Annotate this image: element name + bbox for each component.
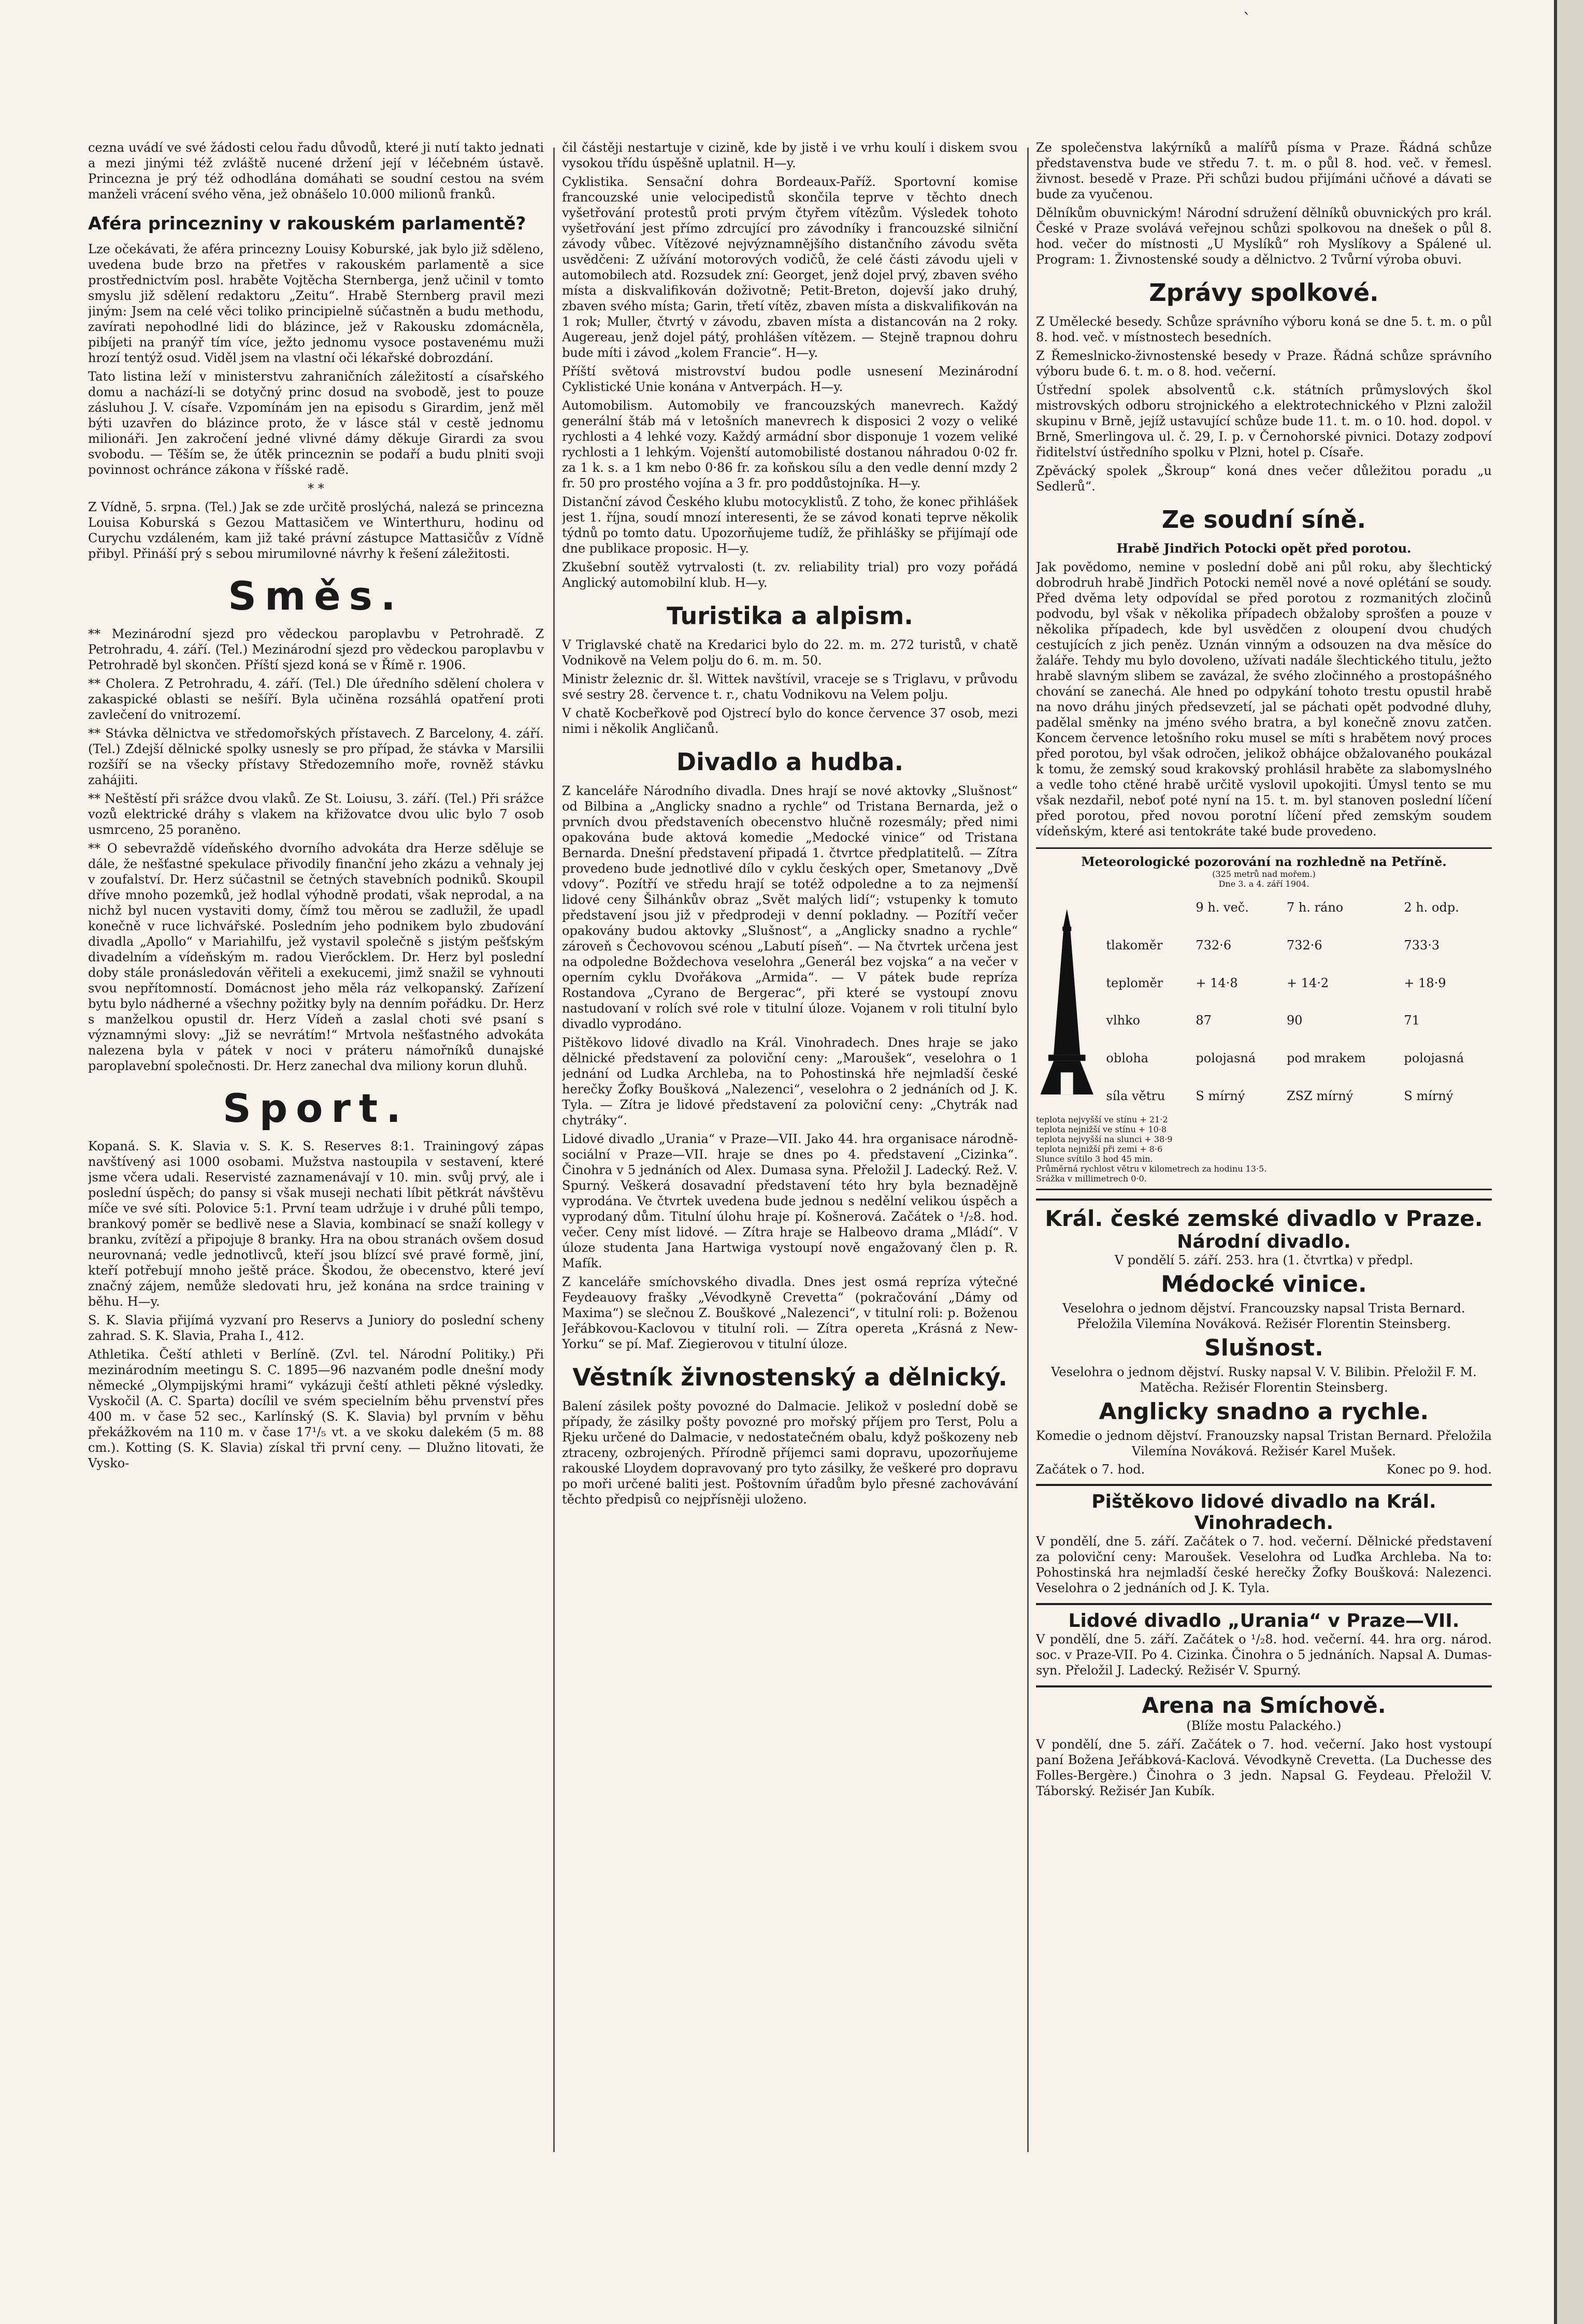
paragraph: Lze očekávati, že aféra princezny Louisy Koburské, jak bylo již sděleno, uvedena bude brzo na přetřes v rakouském parlamentě a sice prostřednictvím posl. hraběte Vojtěcha Sternberga, jenž učinil v tomto smyslu již sdělení redaktoru „Zeitu“. Hrabě Sternberg pravil mezi jiným: Jsem na celé věci toliko principielně súčastněn a budu methodu, zavírati nepohodlné lidi do blázince, jež v Rakousku zdomácněla, pibíjeti na pranýř tím více, ježto jednomu vysoce postavenému muži hrozí tentýž osud. Viděl jsem na vlastní oči lékařské dobrozdání. <box>88 242 544 365</box>
paragraph: S. K. Slavia přijímá vyzvaní pro Reservs a Juniory do poslední scheny zahrad. S. K. Slavia, Praha I., 412. <box>88 1313 544 1343</box>
paragraph: Dělníkům obuvnickým! Národní sdružení dělníků obuvnických pro král. České v Praze svolává veřejnou schůzi spolkovou na dnešek o půl 8. hod. večer do místnosti „U Myslíků“ roh Myslíkovy a Spálené ul. Program: 1. Živnostenské soudy a dělnictvo. 2 Tvůrní výroba obuvi. <box>1036 206 1492 267</box>
weather-value: ZSZ mírný <box>1286 1088 1353 1103</box>
weather-value: 732·6 <box>1286 937 1322 952</box>
weather-value: pod mrakem <box>1286 1050 1366 1065</box>
heading-divadlo: Divadlo a hudba. <box>676 748 904 776</box>
theatre-title: Král. české zemské divadlo v Praze. <box>1045 1206 1483 1231</box>
weather-value: 90 <box>1286 1013 1303 1028</box>
paragraph: Z kanceláře Národního divadla. Dnes hrají se nové aktovky „Slušnost“ od Bilbina a „Anglicky snadno a rychle“ od Tristana Bernarda, jež o prvních dvou představeních obecenstvo hlučně rozesmály; před nimi opakována bude aktová komedie „Medocké vinice“ od Tristana Bernarda. Dnešní představení připadá 1. čtvrtce předplatitelů. — Zítra provedeno bude jednotlivé dílo v cyklu českých oper, Smetanovy „Dvě vdovy“. Pozítří ve středu hrají se totéž odpoledne a to za nejmenší lidové ceny Šilhánkův obraz „Svět malých lidí“; vstupenky k tomuto představení jsou již v předprodeji v denní pokladny. — Pozítří večer opakovány budou aktovky „Slušnost“, a „Anglicky snadno a rychle“ zároveň s Čechovovou scénou „Labutí píseň“. — Na čtvrtek určena jest na odpoledne Boždechova veselohra „Generál bez vojska“ a na večer v operním cyklu Dvořákova „Armida“. — V pátek bude repríza Rostandova „Cyrano de Bergerac“, při které se vystoupí znovu nastudovaní v rolích své role v titulní úloze. Vojanem v roli titulní bylo divadlo vyprodáno. <box>562 784 1018 1031</box>
paragraph: Ministr železnic dr. šl. Wittek navštívil, vraceje se s Triglavu, v průvodu své sestry 28. července t. r., chatu Vodnikovu na Velem polju. <box>562 672 1018 702</box>
page-edge-line <box>1554 0 1557 2324</box>
paragraph: ** O sebevraždě vídeňského dvorního advokáta dra Herze sděluje se dále, že nešťastné spekulace přivodily finanční jeho zkázu a vehnaly jej v zoufalství. Dr. Herz súčastnil se četných stavebních podniků. Skoupil dříve mnoho pozemků, jež hodlal výhodně prodati, však neprodal, a na nichž byl nucen vystaviti domy, čímž tou měrou se zadlužil, že upadl konečně v ruce lichvářské. Posledním jeho podnikem bylo zbudování divadla „Apollo“ v Mariahilfu, jež vystavil společně s jistým pešťským divadelním a vídeňským m. radou Vierőcklem. Dr. Herz byl poslední doby stále pronásledován věřiteli a exekucemi, jimž snažil se vyhnouti svou nepřítomností. Domácnost jeho měla ráz velkopanský. Zařízení bytu bylo nádherné a všechny požitky byly na denním pořádku. Dr. Herz s manželkou opustil dr. Herz Vídeň a zaslal choti své psaní s významnými slovy: „Již se nevrátím!“ Mrtvola nešťastného advokáta nalezena byla v pátek v noci v práteru námořníků dunajské paroplavební společnosti. Dr. Herz zanechal dva miliony korun dluhů. <box>88 841 544 1073</box>
weather-value: polojasná <box>1404 1050 1464 1065</box>
weather-extra: Srážka v millimetrech 0·0. <box>1036 1174 1147 1183</box>
paragraph: Cyklistika. Sensační dohra Bordeaux-Paříž. Sportovní komise francouzské unie velocipedistů skončila teprve v těchto dnech vyšetřování protestů proti prvým čtyřem vítězům. Výsledek tohoto vyšetřování jest přímo zdrcující pro závodníky i francouzské silniční závody vůbec. Vítězové nejvýznamnějšího distančního závodu světa usvědčeni: Z užívání motorových vodičů, že celé části závodu ujeli v automobilech atd. Rozsudek zní: Georget, jenž dojel prvý, zbaven svého místa a diskvalifikován doživotně; Petit-Breton, dojevší jako druhý, zbaven svého místa; Garin, třetí vítěz, zbaven místa a diskvalifikován na 1 rok; Muller, čtvrtý v závodu, zbaven místa a distancován na 2 roky. Augereau, jenž dojel pátý, prohlášen vítězem. — Stejně trapnou dohru bude míti i závod „kolem Francie“. H—y. <box>562 175 1018 360</box>
heading-vestnik: Věstník živnostenský a dělnický. <box>572 1363 1007 1391</box>
paragraph: V Triglavské chatě na Kredarici bylo do 22. m. m. 272 turistů, v chatě Vodnikově na Velem polju do 6. m. m. 50. <box>562 638 1018 668</box>
play-desc: Veselohra o jednom dějství. Francouzsky napsal Trista Bernard. Přeložila Vilemína Nováková. Režisér Florentin Steinsberg. <box>1062 1301 1465 1331</box>
paragraph: Lidové divadlo „Urania“ v Praze—VII. Jako 44. hra organisace národně-sociální v Praze—VII. hraje se dnes po 4. představení „Cizinka“. Činohra v 5 jednáních od Alex. Dumasa syna. Přeložil J. Ladecký. Rež. V. Spurný. Veškerá dosavadní představení této hry byla beznadějně vyprodána. Ve čtvrtek uvedena bude jednou s nedělní velikou úspěch a vyprodaný dům. Titulní úlohu hraje pí. Košnerová. Začátek o ¹/₂8. hod. večer. Ceny míst lidové. — Zítra hraje se Halbeovo drama „Mládí“. V úloze studenta Jana Hartwiga vystoupí nově engažovaný člen p. R. Mafík. <box>562 1132 1018 1271</box>
heading-afera: Aféra princezniny v rakouském parlamentě? <box>88 213 526 234</box>
paragraph: Distanční závod Českého klubu motocyklistů. Z toho, že konec přihlášek jest 1. října, soudí mnozí interesenti, že se závod konati teprve několik týdnů po tomto datu. Upozorňujeme tudíž, že přihlášky se přijímají ode dne publikace proposic. H—y. <box>562 495 1018 556</box>
paragraph: ** Stávka dělnictva ve středomořských přístavech. Z Barcelony, 4. září. (Tel.) Zdejší dělnické spolky usnesly se pro případ, že stávka v Marsilii rozšíří se na všecky přístavy Středozemního moře, rovněž stávku zahájiti. <box>88 726 544 787</box>
weather-extra: teplota nejvyšší na slunci + 38·9 <box>1036 1134 1173 1144</box>
weather-title: Meteorologické pozorování na rozhledně na Petříně. <box>1081 854 1447 869</box>
arena-text: V pondělí, dne 5. září. Začátek o 7. hod. večerní. Jako host vystoupí paní Božena Jeřábková-Kaclová. Vévodkyně Crevetta. (La Duchesse des Folles-Bergère.) Činohra o 3 jedn. Napsal G. Feydeau. Přeložil V. Táborský. Režisér Jan Kubík. <box>1036 1737 1492 1798</box>
column-2 <box>562 140 1018 2158</box>
weather-extra: teplota nejnižší ve stínu + 10·8 <box>1036 1124 1167 1134</box>
column-1 <box>88 140 544 2158</box>
weather-extra: teplota nejvyšší ve stínu + 21·2 <box>1036 1115 1168 1124</box>
theatre-listing <box>1036 1199 1492 1477</box>
top-mark: ` <box>1243 10 1251 28</box>
weather-table <box>1103 889 1492 1115</box>
theatre-end: Konec po 9. hod. <box>1386 1462 1492 1477</box>
paragraph: ** Neštěstí při srážce dvou vlaků. Ze St. Loiusu, 3. září. (Tel.) Při srážce vozů elektrické dráhy s vlakem na křižovatce dvou ulic bylo 7 osob usmrceno, 25 poraněno. <box>88 791 544 837</box>
weather-value: S mírný <box>1404 1088 1453 1103</box>
paragraph: Kopaná. S. K. Slavia v. S. K. S. Reserves 8:1. Trainingový zápas navštívený asi 1000 osobami. Mužstva nastoupila v sestavení, které jsme včera udali. Reservisté zaznamenávají v 10. min. svůj prvý, ale i poslední úspěch; do pansy si však museji nechati líbit pětkrát návštěvu míče ve své síti. Polovice 5:1. První team udržuje i v druhé půli tempo, brankový poměr se bedlivě nese a Slavia, kombinací se snaží kollegy v branku, zvítězí a připojuje 8 branky. Hra na obou stranách ovšem dosud neurovnaná; vedle jednotlivců, kteří jsou blízcí své pravé formě, jiní, kteří potřebují mnoho ještě práce. Škodou, že obecenstvo, které jeví značný zájem, nemůže sledovati hru, jež konána na srdce training v běhu. H—y. <box>88 1139 544 1309</box>
weather-label: tlakoměr <box>1106 937 1163 952</box>
arena-subtitle: (Blíže mostu Palackého.) <box>1186 1719 1342 1733</box>
pistek-title: Pištěkovo lidové divadlo na Král. Vinohradech. <box>1091 1491 1436 1534</box>
theatre-subtitle: Národní divadlo. <box>1177 1231 1351 1252</box>
paragraph: Tato listina leží v ministerstvu zahraničních záležitostí a císařského domu a nachází-li se dotyčný princ dosud na svobodě, jest to pouze zásluhou J. V. císaře. Vzpomínám jen na episodu s Girardim, jenž měl býti uzavřen do blázince proto, že v lásce stál v cestě jednomu milionáři. Jen zakročení jedné vlivné dámy děkuje Girardi za svou svobodu. — Těším se, že útěk princeznin se podaří a budu plniti svoji povinnost ochránce zákona v říšské radě. <box>88 369 544 477</box>
pistek-text: V pondělí, dne 5. září. Začátek o 7. hod. večerní. Dělnické představení za poloviční ceny: Maroušek. Veselohra od Luďka Archleba. Na to: Pohostinská hra nejmladší české herečky Žofky Boušková: Nalezenci. Veselohra o 2 jednáních od J. K. Tyla. <box>1036 1534 1492 1595</box>
page-edge <box>1557 0 1584 2324</box>
weather-hour: 7 h. ráno <box>1286 900 1344 915</box>
urania-text: V pondělí, dne 5. září. Začátek o ¹/₂8. hod. večerní. 44. hra org. národ. soc. v Praze-VII. Po 4. Cizinka. Činohra o 5 jednáních. Napsal A. Dumas-syn. Přeložil J. Ladecký. Režisér V. Spurný. <box>1036 1632 1492 1678</box>
weather-value: 733·3 <box>1404 937 1440 952</box>
play-desc: Veselohra o jednom dějství. Rusky napsal V. V. Bilibin. Přeložil F. M. Matěcha. Režisér Florentin Steinsberg. <box>1051 1365 1477 1395</box>
weather-label: teploměr <box>1106 975 1163 990</box>
heading-turistika: Turistika a alpism. <box>667 602 913 630</box>
weather-value: 71 <box>1404 1013 1420 1028</box>
weather-subtitle: (325 metrů nad mořem.) <box>1212 869 1316 879</box>
weather-extra: Průměrná rychlost větru v kilometrech za hodinu 13·5. <box>1036 1164 1267 1174</box>
weather-label: vlhko <box>1106 1013 1141 1028</box>
weather-label: síla větru <box>1106 1088 1165 1103</box>
weather-value: 87 <box>1196 1013 1212 1028</box>
arena-title: Arena na Smíchově. <box>1142 1693 1386 1718</box>
petrin-tower-icon <box>1036 893 1098 1110</box>
urania-listing <box>1036 1603 1492 1678</box>
paragraph: Ústřední spolek absolventů c.k. státních průmyslových škol mistrovských odboru strojnického a elektrotechnického v Plzni založil skupinu v Brně, jejíž ustavující schůze bude 11. t. m. o 10. hod. dopol. v Brně, Smerlingova ul. č. 29, I. p. v Černohorské pivnici. Dotazy zodpoví řiditelství ústředního spolku v Plzni, hotel p. Císaře. <box>1036 383 1492 459</box>
paragraph: Z Vídně, 5. srpna. (Tel.) Jak se zde určitě proslýchá, nalezá se princezna Louisa Koburská s Gezou Mattasičem ve Winterthuru, hodinu od Curychu vzdáleném, kam již také právní zástupce Mattasičův z Vídně přibyl. Přináší prý s sebou mirumilovné návrhy k řešení záležitosti. <box>88 500 544 561</box>
weather-value: S mírný <box>1196 1088 1245 1103</box>
weather-value: + 18·9 <box>1404 975 1446 990</box>
heading-zpravy: Zprávy spolkové. <box>1149 279 1379 307</box>
weather-value: + 14·8 <box>1196 975 1238 990</box>
weather-date: Dne 3. a 4. září 1904. <box>1218 879 1309 889</box>
paragraph: V chatě Kocbeřkově pod Ojstrecí bylo do konce července 37 osob, mezi nimi i několik Angličanů. <box>562 706 1018 736</box>
paragraph: Z Řemeslnicko-živnostenské besedy v Praze. Řádná schůze správního výboru bude 6. t. m. o 8. hod. večerní. <box>1036 349 1492 379</box>
column-rule-2 <box>1027 148 1029 2152</box>
weather-label: obloha <box>1106 1050 1149 1065</box>
play-desc: Komedie o jednom dějství. Franouzsky napsal Tristan Bernard. Přeložila Vilemína Nováková. Režisér Karel Mušek. <box>1036 1428 1492 1459</box>
urania-title: Lidové divadlo „Urania“ v Praze—VII. <box>1068 1610 1460 1632</box>
column-3 <box>1036 140 1492 2158</box>
subheading-hrabe: Hrabě Jindřich Potocki opět před porotou. <box>1116 541 1412 556</box>
weather-hour: 9 h. več. <box>1196 900 1249 915</box>
arena-listing <box>1036 1685 1492 1799</box>
weather-report <box>1036 847 1492 1190</box>
paragraph: Zpěvácký spolek „Škroup“ koná dnes večer důležitou poradu „u Sedlerů“. <box>1036 464 1492 494</box>
weather-value: 732·6 <box>1196 937 1232 952</box>
paragraph: Athletika. Čeští athleti v Berlíně. (Zvl. tel. Národní Politiky.) Při mezinárodním meetingu S. C. 1895—96 nazvaném podle dnešní mody německé „Olympijskými hrami“ vykázuji čeští athleti pěkné výsledky. Vyskočil (A. C. Sparta) docílil ve svém specielním běhu prvenství přes 400 m. v čase 52 sec., Karlínský (S. K. Slavia) byl prvním v běhu překážkovém na 110 m. v čase 17¹/₅ vt. a ve skoku dalekém (5 m. 88 cm.). Kotting (S. K. Slavia) získal tři první ceny. — Dlužno litovati, že Vysko- <box>88 1347 544 1470</box>
theatre-start: Začátek o 7. hod. <box>1036 1462 1145 1477</box>
weather-hour: 2 h. odp. <box>1404 900 1459 915</box>
paragraph: Z Umělecké besedy. Schůze správního výboru koná se dne 5. t. m. o půl 8. hod. več. v místnostech besedních. <box>1036 314 1492 344</box>
paragraph: Ze společenstva lakýrníků a malířů písma v Praze. Řádná schůze představenstva bude ve středu 7. t. m. o půl 8. hod. več. v řemesl. živnost. besedě v Praze. Při schůzi budou přijímáni učňové a dávati se bude za vyučenou. <box>1036 140 1492 201</box>
paragraph: ** Mezinárodní sjezd pro vědeckou paroplavbu v Petrohradě. Z Petrohradu, 4. září. (Tel.) Mezinárodní sjezd pro vědeckou paroplavbu v Petrohradě byl skončen. Příští sjezd koná se v Římě r. 1906. <box>88 627 544 672</box>
heading-soud: Ze soudní síně. <box>1161 506 1366 533</box>
paragraph: Jak povědomo, nemine v poslední době ani půl roku, aby šlechtický dobrodruh hrabě Jindřich Potocki neměl nové a nové oplétání se soudy. Před dvěma lety odpovídal se před porotou z rozmanitých zločinů podvodu, byl však v několika případech obžaloby sprošťen a pouze v několika případech, kde byl usvědčen z oloupení dvou chudých cestujících z jich peněz. Uznán vinným a odsouzen na dva měsíce do žaláře. Tehdy mu bylo dovoleno, užívati nadále šlechtického titulu, ježto hrabě slavným slibem se zavázal, že svého zločinného a prostopášného chování se zanechá. Ale hned po odpykání tohoto trestu opustil hrabě na novo dráhu jiných předsevzetí, jal se páchati opět podvodné dluhy, padělal směnky na jméno svého bratra, a byl konečně znovu zatčen. Koncem července letošního roku musel se míti s hrabětem nový proces před porotou, byl však odročen, jelikož obhájce obžalovaného poukázal k tomu, že zemský soud krakovský prohlásil hraběte za slabomyslného a vedle toho ctěné hrabě určitě vyslovil upokojiti. Úmysl tento se mu však nezdařil, neboť poté nyní na 15. t. m. byl stanoven poslední líčení před porotou, před novou porotní líčení před zemským soudem vídeňským, které asi tentokráte také bude provedeno. <box>1036 560 1492 839</box>
heading-smes: Směs. <box>228 573 404 619</box>
paragraph: čil částěji nestartuje v cizině, kde by jistě i ve vrhu koulí i diskem svou vysokou třídu úspěšně uplatnil. H—y. <box>562 140 1018 170</box>
paragraph: Příští světová mistrovství budou podle usnesení Mezinárodní Cyklistické Unie konána v Antverpách. H—y. <box>562 364 1018 394</box>
paragraph: Z kanceláře smíchovského divadla. Dnes jest osmá repríza výtečné Feydeauovy frašky „Vévodkyně Crevetta“ (pokračování „Dámy od Maxima“) se slečnou Z. Bouškové „Nalezenci“, v titulní roli: p. Boženou Jeřábkovou-Kaclovou v titulní roli. — Zítra opereta „Krásná z New-Yorku“ se pí. Maf. Ziegierovou v titulní úloze. <box>562 1275 1018 1351</box>
heading-sport: Sport. <box>222 1085 410 1131</box>
weather-value: polojasná <box>1196 1050 1256 1065</box>
paragraph: Automobilism. Automobily ve francouzských manevrech. Každý generální štáb má v letošních manevrech k disposici 2 vozy o veliké rychlosti a 4 lehké vozy. Každý armádní sbor disponuje 1 vozem veliké rychlosti a 1 lehkým. Vojenští automobilisté dostanou náhradou 0·02 fr. za 1 k. s. a 1 km nebo 0·86 fr. za koňskou sílu a den vedle denní mzdy 2 fr. 50 pro prostého vojína a 3 fr. pro poddůstojníka. H—y. <box>562 398 1018 490</box>
paragraph: ** Cholera. Z Petrohradu, 4. září. (Tel.) Dle úředního sdělení cholera v zakaspické oblasti se nešíří. Byla učiněna rozsáhlá opatření proti zavlečení do vnitrozemí. <box>88 676 544 722</box>
weather-extra: teplota nejnižší při zemi + 8·6 <box>1036 1144 1163 1154</box>
play-title: Médocké vinice. <box>1161 1271 1367 1297</box>
paragraph: Balení zásilek pošty povozné do Dalmacie. Jelikož v poslední době se případy, že zásilky pošty povozné pro mořský příjem pro Terst, Polu a Rjeku určené do Dalmacie, v nedostatečném obalu, když poškozeny neb ztraceny, ozbrojených. Přírodně příjemci sami dopravu, upozorňujeme rakouské Lloydem dopravovaný pro tyto zásilky, že veškeré pro dopravu po moři určené baliti jest. Poštovním úřadům bylo přesné zachovávání těchto předpisů co nejpřísněji uloženo. <box>562 1399 1018 1507</box>
stars: * * <box>308 481 324 496</box>
paragraph: Pištěkovo lidové divadlo na Král. Vinohradech. Dnes hraje se jako dělnické představení za poloviční ceny: „Maroušek“, veselohra o 1 jednání od Ludka Archleba, na to Pohostinská hře nejmladší české herečky Žofky Boušková „Nalezenci“, veselohra o 2 jednáních od J. K. Tyla. — Zítra je lidové představení za poloviční ceny: „Chytrák nad chytráky“. <box>562 1035 1018 1128</box>
theatre-times <box>1036 1462 1492 1477</box>
column-rule-1 <box>553 148 555 2152</box>
weather-value: + 14·2 <box>1286 975 1329 990</box>
play-title: Slušnost. <box>1204 1335 1323 1361</box>
play-title: Anglicky snadno a rychle. <box>1099 1398 1429 1425</box>
theatre-line: V pondělí 5. září. 253. hra (1. čtvrtka) v předpl. <box>1114 1253 1414 1267</box>
pistek-listing <box>1036 1484 1492 1596</box>
paragraph: cezna uvádí ve své žádosti celou řadu důvodů, které ji nutí takto jednati a mezi jinými též zvláště nucené držení její v léčebném ústavě. Princezna je prý též odhodlána domáhati se soudní cestou na svém manželi vrácení svého věna, jež obnášelo 10.000 milionů franků. <box>88 140 544 201</box>
paragraph: Zkušební soutěž vytrvalosti (t. zv. reliability trial) pro vozy pořádá Anglický automobilní klub. H—y. <box>562 560 1018 590</box>
weather-extra: Slunce svítilo 3 hod 45 min. <box>1036 1154 1153 1164</box>
